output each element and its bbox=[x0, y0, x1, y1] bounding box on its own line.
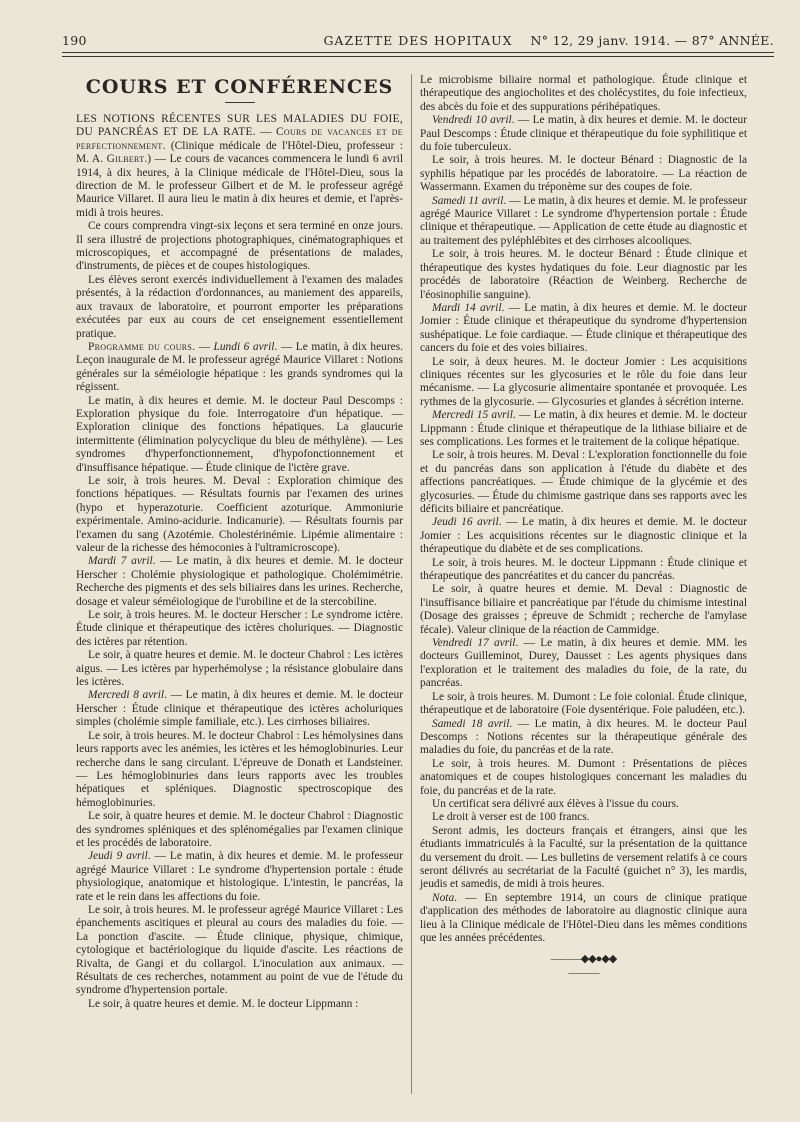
paragraph bbox=[420, 637, 747, 691]
text-run: Le soir, à trois heures. M. le docteur Chabrol : Les hémolysines dans leurs rapports avec les anémies, les ictères et les hémoglobinuries. Leur recherche dans le sang circulant. L'épreuve de Donath et Landsteiner. — Les hémoglobinuries dans leurs rapports avec les troubles hépatiques et spléniques. Diagnostic spectroscopique des hémoglobinuries. bbox=[76, 729, 403, 809]
text-run: . — Le matin, à dix heures et demie. M. le docteur Herscher : Étude clinique et thérapeutique des ictères acholuriques simples (cholémie simple familiale, etc.). Les cirrhoses biliaires. bbox=[76, 689, 403, 729]
left-column-body bbox=[76, 113, 403, 1011]
text-run: . — bbox=[252, 126, 276, 139]
text-run: Le soir, à quatre heures et demie. M. le docteur Chabrol : Les ictères aigus. — Les ictères par hyperhémolyse ; la résistance globulaire dans les ictères. bbox=[76, 649, 403, 689]
paragraph bbox=[420, 449, 747, 516]
text-run: Le soir, à trois heures. M. Dumont : Présentations de pièces anatomiques et de coupes histologiques concernant les maladies du foie, du pancréas et de la rate. bbox=[420, 757, 747, 797]
text-run: . — Le matin, à dix heures et demie. M. le docteur Paul Descomps : Étude clinique et thérapeutique du foie syphilitique et du foie tuberculeux. bbox=[420, 114, 747, 154]
paragraph bbox=[420, 758, 747, 798]
text-run: . — Le matin, à dix heures et demie. M. le docteur Herscher : Cholémie physiologique et pathologique. Cholémimétrie. Recherche des pigments et des sels biliaires dans les urines. Recherche, dosage et valeur séméiologique de l'urobiline et de la stercobiline. bbox=[76, 555, 403, 608]
text-run: Le soir, à trois heures. M. Dumont : Le foie colonial. Étude clinique, thérapeutique et de laboratoire (Foie dysentérique. Foie paludéen, etc.). bbox=[420, 690, 747, 717]
text-run: . (Clinique médicale de l'Hôtel-Dieu, professeur : M. A. bbox=[76, 139, 403, 166]
text-run: Le soir, à trois heures. M. le docteur Lippmann : Étude clinique et thérapeutique des pancréatites et du cancer du pancréas. bbox=[420, 556, 747, 583]
paragraph bbox=[420, 825, 747, 892]
paragraph bbox=[76, 475, 403, 555]
italic-text: Mardi 7 avril bbox=[88, 555, 153, 568]
text-run: Le soir, à trois heures. M. Deval : L'exploration fonctionnelle du foie et du pancréas dans son application à l'étude du diabète et des affections pancréatiques. — Étude chimique de la glycémie et des glycosuries. — Étude du chimisme gastrique dans ses rapports avec les déficits biliaire et pancréatique. bbox=[420, 449, 747, 515]
small-caps-text: LES NOTIONS RÉCENTES SUR LES MALADIES DU FOIE, DU PANCRÉAS ET DE LA RATE bbox=[76, 113, 403, 139]
text-run: Seront admis, les docteurs français et étrangers, ainsi que les étudiants immatriculés à la Faculté, sur la présentation de la quittance du versement du droit. — Les bulletins de versement relatifs à ce cours seront délivrés au secrétariat de la Faculté (guichet n° 3), les mardis, jeudis et samedis, de midi à trois heures. bbox=[420, 824, 747, 891]
text-run: . — Le matin, à dix heures et demie. M. le docteur Jomier : Étude clinique et thérapeutique du syndrome d'hypertension sushépatique. Le foie cardiaque. — Étude clinique et thérapeutique des cancers du foie et des voies biliaires. bbox=[420, 301, 747, 355]
page-number: 190 bbox=[62, 32, 87, 48]
text-run: . — Le matin, à dix heures et demie. M. le professeur agrégé Maurice Villaret : Le syndrome d'hypertension portale : Étude clinique et thérapeutique. — Application de cette étude au diagnostic et au traitement des pyléphlébites et des cirrhoses alcooliques. bbox=[420, 194, 747, 247]
italic-text: Jeudi 16 avril bbox=[432, 516, 499, 529]
paragraph bbox=[420, 691, 747, 718]
column-divider bbox=[411, 74, 412, 1094]
text-run: Ce cours comprendra vingt-six leçons et sera terminé en onze jours. Il sera illustré de projections photographiques, cinématographiques et microscopiques, et accompagné de présentations de malades, d'instruments, de pièces et de coupes histologiques. bbox=[76, 220, 403, 273]
paragraph bbox=[76, 555, 403, 609]
paragraph bbox=[420, 718, 747, 758]
paragraph bbox=[76, 113, 403, 220]
paragraph bbox=[76, 649, 403, 689]
text-run: . — Le matin, à dix heures et demie. M. le docteur Jomier : Les acquisitions récentes sur le diagnostic clinique et la thérapeutique du diabète et de ses complications. bbox=[420, 516, 747, 556]
paragraph bbox=[420, 811, 747, 824]
paragraph bbox=[420, 557, 747, 584]
text-run: . — Le matin, à dix heures et demie. MM. les docteurs Guilleminot, Durey, Dausset : Les agents physiques dans l'exploration et le traitement des maladies du foie, de la rate, du pancréas. bbox=[420, 637, 747, 690]
text-run: Le microbisme biliaire normal et pathologique. Étude clinique et thérapeutique des angiocholites et des cholécystites, du foie infectieux, des abcès du foie et des suppurations périhépatiques. bbox=[420, 74, 747, 113]
left-column bbox=[76, 74, 403, 1011]
paragraph bbox=[420, 302, 747, 356]
right-column bbox=[420, 74, 747, 980]
paragraph bbox=[420, 583, 747, 637]
text-run: Le soir, à trois heures. M. le docteur Bénard : Diagnostic de la syphilis hépatique par les procédés de laboratoire. — La réaction de Wassermann. Examen du tréponème sur des coupes de foie. bbox=[420, 154, 747, 194]
paragraph bbox=[420, 798, 747, 811]
paragraph bbox=[420, 74, 747, 114]
italic-text: Nota bbox=[432, 891, 455, 904]
paragraph bbox=[76, 220, 403, 274]
end-ornament: ———◆◆●◆◆——— bbox=[550, 953, 617, 979]
paragraph bbox=[76, 341, 403, 395]
page-header bbox=[62, 32, 774, 48]
text-run: Le soir, à trois heures. M. le docteur Herscher : Le syndrome ictère. Étude clinique et thérapeutique des ictères choluriques. — Diagnostic des ictères par rétention. bbox=[76, 609, 403, 648]
paragraph bbox=[76, 810, 403, 850]
paragraph bbox=[420, 248, 747, 302]
text-run: Le soir, à trois heures. M. le docteur Bénard : Étude clinique et thérapeutique des kystes hydatiques du foie. Leur diagnostic par les procédés de laboratoire (Réaction de Weinberg. Recherche de l'éosinophilie sanguine). bbox=[420, 248, 747, 301]
paragraph bbox=[76, 730, 403, 810]
issue-info: N° 12, 29 janv. 1914. — 87° ANNÉE. bbox=[530, 32, 774, 48]
paragraph bbox=[420, 154, 747, 194]
journal-title: GAZETTE DES HOPITAUX bbox=[323, 32, 513, 48]
text-run: Le droit à verser est de 100 francs. bbox=[432, 811, 590, 824]
paragraph bbox=[420, 114, 747, 154]
paragraph bbox=[76, 689, 403, 729]
paragraph bbox=[76, 850, 403, 904]
text-run: Le soir, à deux heures. M. le docteur Jomier : Les acquisitions cliniques récentes sur les glycosuries et le rôle du foie dans leur mécanisme. — La glycosurie alimentaire spontanée et provoquée. Les rythmes de la glycosurie. — Glycosuries et glandes à sécrétion interne. bbox=[420, 355, 747, 408]
paragraph bbox=[420, 409, 747, 449]
text-run: Le soir, à quatre heures et demie. M. Deval : Diagnostic de l'insuffisance biliaire et pancréatique par l'étude du chimisme intestinal (Dosage des graisses ; épreuve de Schmidt ; recherche de l'amylase fécale). Valeur clinique de la réaction de Cammidge. bbox=[420, 583, 747, 636]
text-run: . — Le matin, à dix heures et demie. M. le docteur Lippmann : Étude clinique et thérapeutique de la lithiase biliaire et de ses complications. Les formes et le traitement de la colique hépatique. bbox=[420, 409, 747, 448]
text-run: Un certificat sera délivré aux élèves à l'issue du cours. bbox=[432, 797, 679, 810]
text-run: Le soir, à trois heures. M. Deval : Exploration chimique des fonctions hépatiques. — Résultats fournis par l'examen des urines (hypo et hyperazoturie. Coefficient azoturique. Ammoniurie expérimentale. Amino-acidurie. Indicanurie). — Résultats fournis par l'examen du sang (Azotémie. Cholestérinémie. Lipémie alimentaire : valeur de la richesse des hémoconies à l'ultramicroscope). bbox=[76, 474, 403, 554]
header-rule-thin bbox=[62, 56, 774, 57]
small-caps-text: Cours de vacances et de perfectionnement bbox=[76, 126, 403, 152]
italic-text: Samedi 11 avril bbox=[432, 194, 504, 207]
text-run: Le matin, à dix heures et demie. M. le docteur Paul Descomps : Exploration physique du foie. Interrogatoire d'un hépatique. — Exploration clinique des fonctions hépatiques. La glaucurie intermittente (élimination polycyclique du bleu de méthylène). — Les syndromes d'hyperfonctionnement, d'hypofonctionnement et d'insuffisance hépatique. — Étude clinique de l'ictère grave. bbox=[76, 394, 403, 474]
paragraph bbox=[76, 609, 403, 649]
text-run: Le soir, à trois heures. M. le professeur agrégé Maurice Villaret : Les épanchements ascitiques et pleural au cours des maladies du foie. — La ponction d'ascite. — Étude clinique, physique, chimique, cytologique et bactériologique du liquide d'ascite. Les réactions de Rivalta, de Gangi et du collargol. L'inoculation aux animaux. — Résultats de ces recherches, notamment au point de vue de l'étude du syndrome d'hypertension portale. bbox=[76, 903, 403, 997]
section-title: COURS ET CONFÉRENCES bbox=[85, 76, 394, 98]
paragraph bbox=[420, 516, 747, 556]
text-run: . — En septembre 1914, un cours de clinique pratique d'application des méthodes de laboratoire au diagnostic clinique aura lieu à la Clinique médicale de l'Hôtel-Dieu dans les mêmes conditions que les années précédentes. bbox=[420, 891, 747, 944]
italic-text: Samedi 18 avril bbox=[432, 717, 510, 730]
paragraph bbox=[420, 195, 747, 249]
paragraph bbox=[76, 998, 403, 1011]
italic-text: Mardi 14 avril bbox=[432, 301, 502, 314]
paragraph bbox=[76, 904, 403, 998]
text-run: . — Le matin, à dix heures. Leçon inaugurale de M. le professeur agrégé Maurice Villaret : Notions générales sur la séméiologie hépatique : les grands syndromes qui la régissent. bbox=[76, 340, 403, 394]
italic-text: Vendredi 10 avril bbox=[432, 114, 512, 127]
italic-text: Jeudi 9 avril bbox=[88, 850, 148, 863]
title-divider bbox=[225, 102, 255, 103]
italic-text: Vendredi 17 avril bbox=[432, 637, 516, 650]
text-run: Le soir, à quatre heures et demie. M. le docteur Lippmann : bbox=[88, 997, 359, 1010]
paragraph bbox=[76, 274, 403, 341]
right-column-body bbox=[420, 74, 747, 945]
italic-text: Lundi 6 avril bbox=[213, 340, 275, 353]
paragraph bbox=[420, 356, 747, 410]
header-rule-thick bbox=[62, 52, 774, 53]
text-run: .) — Le cours de vacances commencera le lundi 6 avril 1914, à dix heures, à la Clinique médicale de l'Hôtel-Dieu, sous la direction de M. le professeur Gilbert et de M. le professeur agrégé Maurice Villaret. Il aura lieu le matin à dix heures et demie, et l'après-midi à trois heures. bbox=[76, 153, 404, 219]
text-run: . — Le matin, à dix heures et demie. M. le professeur agrégé Maurice Villaret : Le syndrome d'hypertension portale : étude physiologique, anatomique et histologique. L'intestin, le pancréas, la rate et le rein dans les affections du foie. bbox=[76, 850, 403, 903]
text-run: Les élèves seront exercés individuellement à l'examen des malades présentés, à la rédaction d'ordonnances, au maniement des appareils, aux travaux de laboratoire, et pourront emporter les préparations exécutées par eux au cours de cet enseignement essentiellement pratique. bbox=[76, 273, 403, 340]
italic-text: Mercredi 15 avril bbox=[432, 409, 513, 422]
text-run: . — bbox=[192, 340, 214, 353]
small-caps-text: Gilbert bbox=[106, 153, 145, 166]
text-run: . — Le matin, à dix heures. M. le docteur Paul Descomps : Notions récentes sur la thérapeutique générale des maladies du foie, du pancréas et de la rate. bbox=[420, 717, 747, 757]
small-caps-text: Programme du cours bbox=[88, 340, 193, 353]
italic-text: Mercredi 8 avril bbox=[88, 689, 165, 702]
paragraph bbox=[420, 892, 747, 946]
paragraph bbox=[76, 395, 403, 475]
text-run: Le soir, à quatre heures et demie. M. le docteur Chabrol : Diagnostic des syndromes spléniques et des splénomégalies par l'examen clinique et les procédés de laboratoire. bbox=[76, 810, 403, 849]
